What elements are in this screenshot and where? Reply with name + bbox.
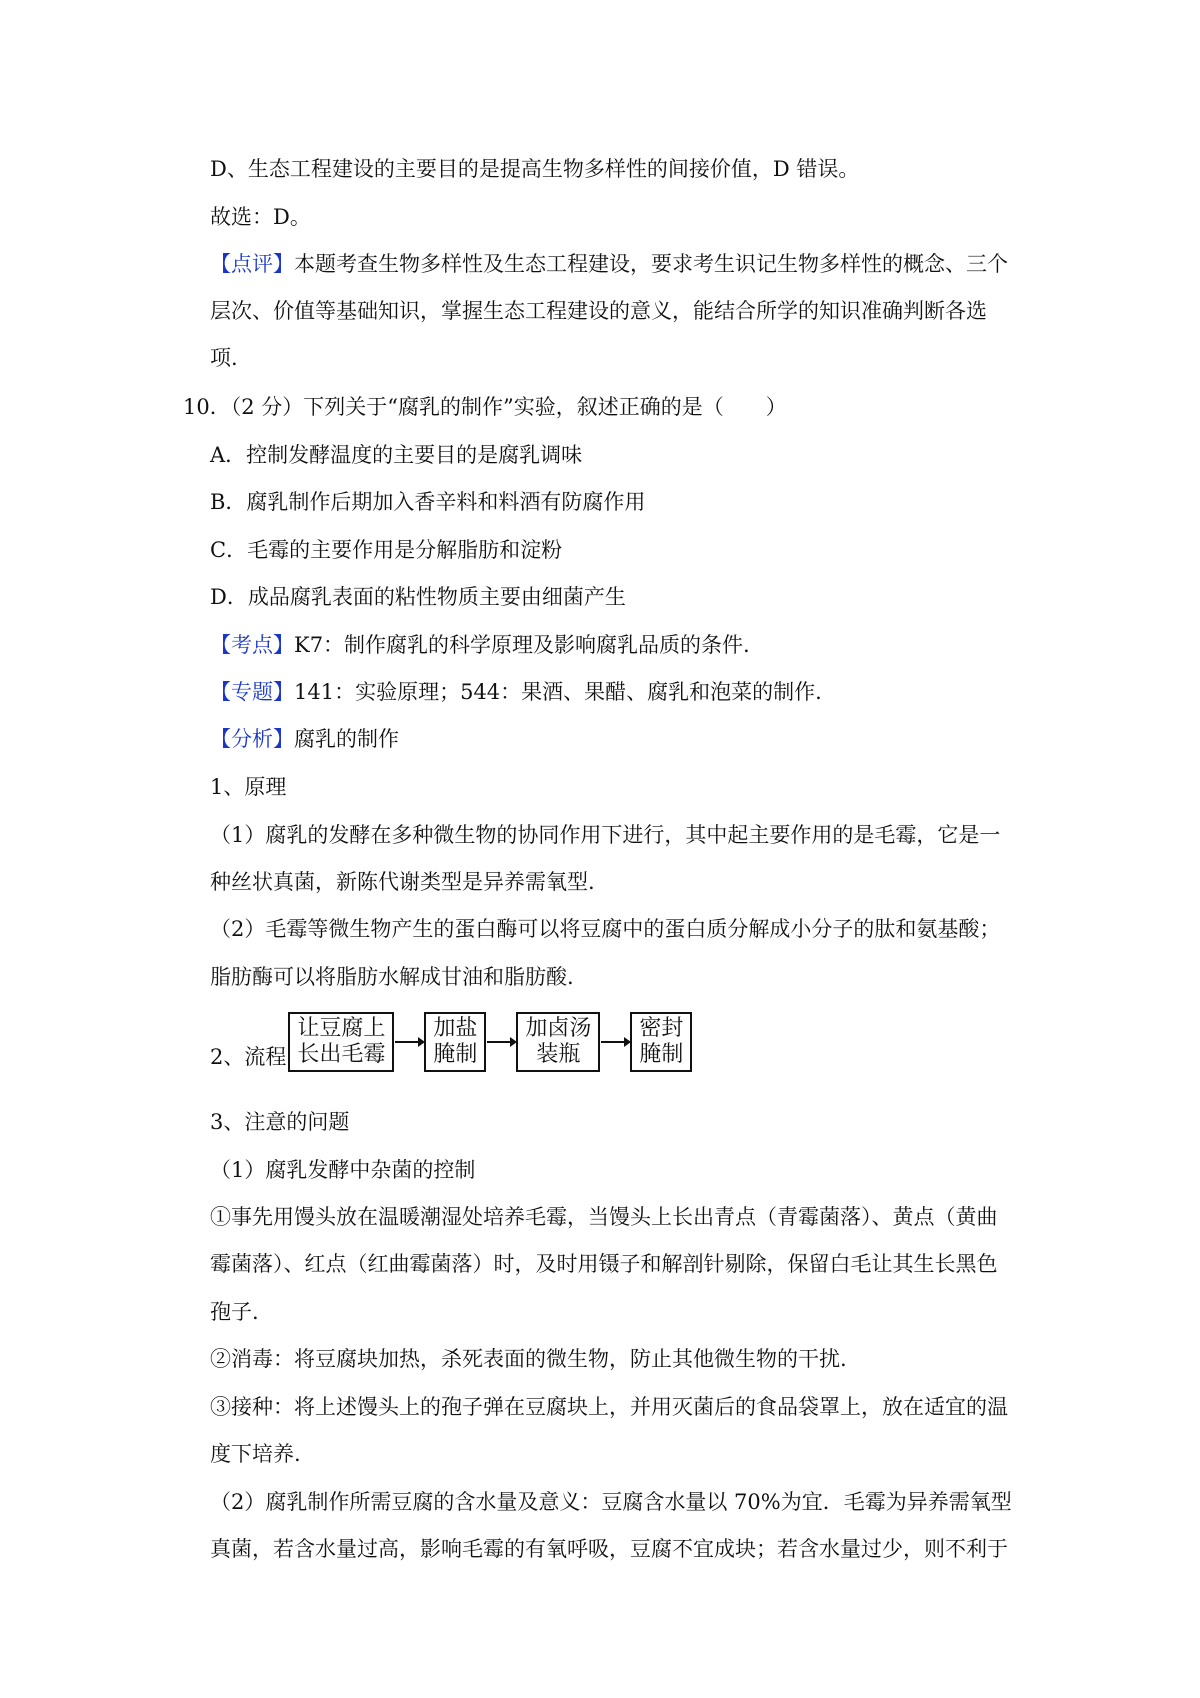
comment-line [210,249,1008,279]
option-c: C．毛霉的主要作用是分解脂肪和淀粉 [210,538,563,562]
fenxi-tag: 【分析】 [210,727,294,751]
option-d-explanation: D、生态工程建设的主要目的是提高生物多样性的间接价值，D 错误。 [210,157,860,181]
principle-p2a: （2）毛霉等微生物产生的蛋白酶可以将豆腐中的蛋白质分解成小分子的肽和氨基酸； [210,917,1001,941]
arrow-right-icon [487,1041,515,1043]
option-a: A．控制发酵温度的主要目的是腐乳调味 [210,443,583,467]
notes-n3b: 度下培养. [210,1442,301,1466]
option-d: D．成品腐乳表面的粘性物质主要由细菌产生 [210,585,626,609]
kaodian-tag: 【考点】 [210,633,294,657]
flow-step-mold [288,1012,394,1072]
flow-step-text: 长出毛霉 [297,1042,386,1067]
notes-heading: 3、注意的问题 [210,1110,350,1134]
flow-step-text: 装瓶 [536,1042,581,1067]
flow-step-text: 让豆腐上 [297,1016,386,1041]
fenxi-text: 腐乳的制作 [294,727,399,751]
flow-step-text: 加盐 [433,1016,478,1041]
flow-step-text: 腌制 [639,1042,684,1067]
kaodian-text: K7：制作腐乳的科学原理及影响腐乳品质的条件. [294,633,750,657]
notes-n1c: 孢子. [210,1300,259,1324]
flow-step-brine [516,1012,600,1072]
zhuanti-line [210,677,822,707]
question-stem: 10．（2 分）下列关于“腐乳的制作”实验，叙述正确的是（ ） [183,395,787,419]
zhuanti-text: 141：实验原理；544：果酒、果醋、腐乳和泡菜的制作. [294,680,822,704]
principle-heading: 1、原理 [210,775,287,799]
notes-sub2b: 真菌，若含水量过高，影响毛霉的有氧呼吸，豆腐不宜成块；若含水量过少，则不利于 [210,1537,1008,1561]
notes-n2: ②消毒：将豆腐块加热，杀死表面的微生物，防止其他微生物的干扰. [210,1347,847,1371]
principle-p1b: 种丝状真菌，新陈代谢类型是异养需氧型. [210,870,595,894]
answer-line: 故选：D。 [210,205,311,229]
flow-step-salt [424,1012,486,1072]
principle-p1a: （1）腐乳的发酵在多种微生物的协同作用下进行，其中起主要作用的是毛霉，它是一 [210,823,1001,847]
comment-tag: 【点评】 [210,252,294,276]
fenxi-line [210,724,399,754]
flow-step-text: 密封 [639,1016,684,1041]
notes-sub2a: （2）腐乳制作所需豆腐的含水量及意义：豆腐含水量以 70%为宜．毛霉为异养需氧型 [210,1490,1012,1514]
kaodian-line [210,630,750,660]
flow-step-seal [630,1012,692,1072]
notes-n3a: ③接种：将上述馒头上的孢子弹在豆腐块上，并用灭菌后的食品袋罩上，放在适宜的温 [210,1395,1008,1419]
notes-n1a: ①事先用馒头放在温暖潮湿处培养毛霉，当馒头上长出青点（青霉菌落）、黄点（黄曲 [210,1205,998,1229]
arrow-right-icon [601,1041,629,1043]
flow-label: 2、流程 [210,1045,287,1069]
zhuanti-tag: 【专题】 [210,680,294,704]
process-flow [210,1012,692,1072]
comment-text-3: 项. [210,346,238,370]
option-b: B．腐乳制作后期加入香辛料和料酒有防腐作用 [210,490,646,514]
comment-text-2: 层次、价值等基础知识，掌握生态工程建设的意义，能结合所学的知识准确判断各选 [210,299,987,323]
notes-n1b: 霉菌落）、红点（红曲霉菌落）时，及时用镊子和解剖针剔除，保留白毛让其生长黑色 [210,1252,998,1276]
flow-step-text: 加卤汤 [525,1016,592,1041]
comment-text: 本题考查生物多样性及生态工程建设，要求考生识记生物多样性的概念、三个 [294,252,1008,276]
principle-p2b: 脂肪酶可以将脂肪水解成甘油和脂肪酸. [210,965,574,989]
arrow-right-icon [395,1041,423,1043]
flow-step-text: 腌制 [433,1042,478,1067]
notes-sub1: （1）腐乳发酵中杂菌的控制 [210,1158,476,1182]
